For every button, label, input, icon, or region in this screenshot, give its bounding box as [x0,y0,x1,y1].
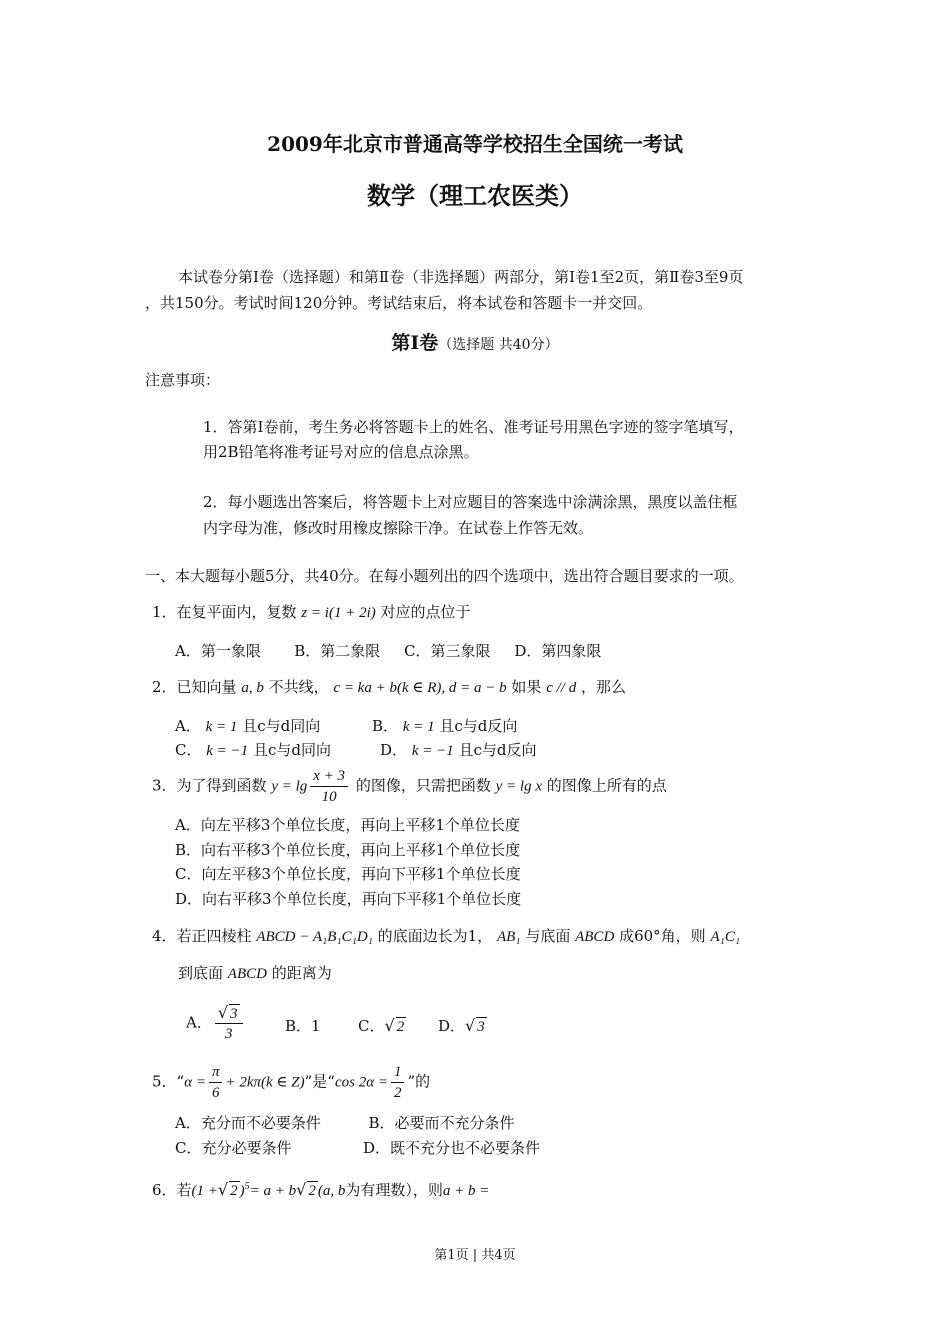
q2-option-a [175,716,320,737]
q6-expression: a + b = [442,1183,490,1199]
question-1 [152,602,471,623]
q5-rhs: + 2kπ(k ∈ Z) [225,1074,305,1091]
q2-option-b-text: 且c与d反向 [439,717,518,735]
q6-expr-b: ) [239,1183,245,1199]
q2-prefix: 2．已知向量 [152,678,237,696]
intro-line-1: 本试卷分第Ⅰ卷（选择题）和第Ⅱ卷（非选择题）两部分，第Ⅰ卷1至2页，第Ⅱ卷3至9页 [178,268,744,286]
q1-prefix: 1．在复平面内，复数 [152,603,297,621]
q1-expression: z = i(1 + 2i) [301,605,376,621]
q4-text-1: 的底面边长为1， [377,927,493,945]
q2-option-d-expr: k = −1 [411,743,454,759]
q4-option-a-denominator: 3 [224,1026,233,1042]
q6-exponent: 5 [244,1181,250,1192]
q2-definition: c = ka + b(k ∈ R), d = a − b [333,680,507,696]
q6-expr-c: = a + b [249,1183,297,1199]
notes-heading: 注意事项： [145,371,221,389]
q3-lhs: y = lg [271,778,308,795]
q2-parallel: c // d [546,680,577,696]
q3-text: 的图像，只需把函数 [355,776,491,795]
note-1-line-1: 1．答第Ⅰ卷前，考生务必将答题卡上的姓名、准考证号用黑色字迹的签字笔填写， [203,418,744,436]
q2-option-c-expr: k = −1 [206,743,249,759]
question-4 [152,926,740,947]
q3-option-d: D．向右平移3个单位长度，再向下平移1个单位长度 [175,890,522,908]
q2-text-2: 如果 [511,678,542,696]
section-heading [0,328,950,355]
q6-expr-d: (a, b [317,1183,346,1199]
q4-option-c-label: C． [358,1017,385,1035]
q3-prefix: 3．为了得到函数 [152,776,267,795]
q4-prism: ABCD − A₁B₁C₁D₁ [256,929,373,945]
q4-option-a-label: A． [186,1013,212,1032]
radical-icon: √ [465,1016,476,1035]
q2-option-c-label: C． [175,741,202,759]
intro-line-2: ，共150分。考试时间120分钟。考试结束后，将本试卷和答题卡一并交回。 [145,294,653,312]
section-title: 第Ⅰ卷 [391,332,439,354]
radical-icon: √ [296,1180,307,1199]
q4-option-d [438,1016,487,1036]
q4-prefix: 4．若正四棱柱 [152,927,252,945]
q2-text-1: 不共线， [268,678,329,696]
q5-numerator-2: 1 [391,1062,405,1083]
q5-options-ab: A．充分而不必要条件 B．必要而不充分条件 [175,1114,515,1132]
q4-option-d-radicand: 3 [477,1019,485,1035]
q4-edge: AB₁ [496,929,521,945]
q2-option-b-expr: k = 1 [402,719,435,735]
q4-text-2: 与底面 [525,927,571,945]
q6-radicand-1: 2 [230,1183,238,1199]
part-1-heading: 一、本大题每小题5分，共40分。在每小题列出的四个选项中，选出符合题目要求的一项。 [145,567,744,585]
q5-options-cd: C．充分必要条件 D．既不充分也不必要条件 [175,1139,541,1157]
q5-prefix: 5．“ [152,1072,185,1091]
q5-numerator-1: π [209,1062,223,1083]
q4-text-3: 成60°角，则 [619,927,706,945]
q2-option-a-text: 且c与d同向 [242,717,321,735]
radical-icon: √ [384,1016,395,1035]
q4-option-a-fraction [215,1003,243,1044]
q2-option-d-label: D． [380,741,408,759]
q4-option-d-label: D． [438,1017,466,1035]
q6-radicand-2: 2 [308,1183,316,1199]
q4-option-c-radicand: 2 [396,1019,405,1035]
q4-option-a-numerator: 3 [230,1006,238,1022]
q4-option-b: B．1 [285,1017,321,1035]
q1-options: A．第一象限 B．第二象限 C．第三象限 D．第四象限 [175,642,602,660]
question-2 [152,677,626,698]
q3-numerator: x + 3 [310,766,348,787]
section-note: （选择题 共40分） [438,337,559,353]
q5-suffix: ”的 [407,1072,431,1091]
q2-option-d [380,740,537,761]
q2-option-d-text: 且c与d反向 [458,741,537,759]
q5-lhs: α = [184,1074,206,1091]
q4-line-2-suffix: 的距离为 [271,964,332,982]
q4-line-2-base: ABCD [227,966,267,982]
q5-fraction-1 [209,1062,223,1103]
exam-title: 2009年北京市普通高等学校招生全国统一考试 [267,132,683,156]
q2-option-b [372,716,517,737]
q3-denominator: 10 [321,789,337,805]
q3-option-a: A．向左平移3个单位长度，再向上平移1个单位长度 [175,816,520,834]
q4-line-2 [178,963,332,984]
q4-segment: A₁C₁ [710,929,741,945]
q2-option-a-label: A． [175,717,201,735]
q3-fraction [310,766,348,807]
q4-option-c [358,1016,406,1036]
q6-prefix: 6．若 [152,1181,192,1199]
q2-option-b-label: B． [372,717,399,735]
q5-fraction-2 [391,1062,405,1103]
question-5 [152,1062,430,1103]
q5-text: ”是“ [304,1072,335,1091]
q3-suffix: 的图像上所有的点 [546,776,667,795]
note-2-line-1: 2．每小题选出答案后，将答题卡上对应题目的答案选中涂满涂黑，黑度以盖住框 [203,493,738,511]
q5-denominator-2: 2 [393,1085,402,1101]
question-6 [152,1177,489,1201]
question-3 [152,766,667,807]
q4-line-2-prefix: 到底面 [178,964,224,982]
q5-denominator-1: 6 [211,1085,220,1101]
q1-suffix: 对应的点位于 [380,603,471,621]
q2-vectors: a, b [241,680,264,696]
q3-function: y = lg x [495,778,542,795]
q4-option-a [186,1003,246,1044]
q5-cos: cos 2α = [334,1074,388,1091]
q2-suffix: ，那么 [580,678,626,696]
q2-option-c-text: 且c与d同向 [252,741,331,759]
q3-option-c: C．向左平移3个单位长度，再向下平移1个单位长度 [175,865,521,883]
q2-option-a-expr: k = 1 [205,719,238,735]
page-footer: 第1页 | 共4页 [434,1248,516,1263]
note-1-line-2: 用2B铅笔将准考证号对应的信息点涂黑。 [203,443,479,461]
radical-icon: √ [217,1180,229,1199]
q4-base: ABCD [575,929,615,945]
note-2-line-2: 内字母为准，修改时用橡皮擦除干净。在试卷上作答无效。 [203,519,594,537]
q6-text: 为有理数），则 [345,1181,443,1199]
q6-expr-a: (1 + [191,1183,218,1199]
exam-subtitle: 数学（理工农医类） [367,181,583,210]
q3-option-b: B．向右平移3个单位长度，再向上平移1个单位长度 [175,841,521,859]
radical-icon: √ [217,1003,229,1022]
q2-option-c [175,740,331,761]
